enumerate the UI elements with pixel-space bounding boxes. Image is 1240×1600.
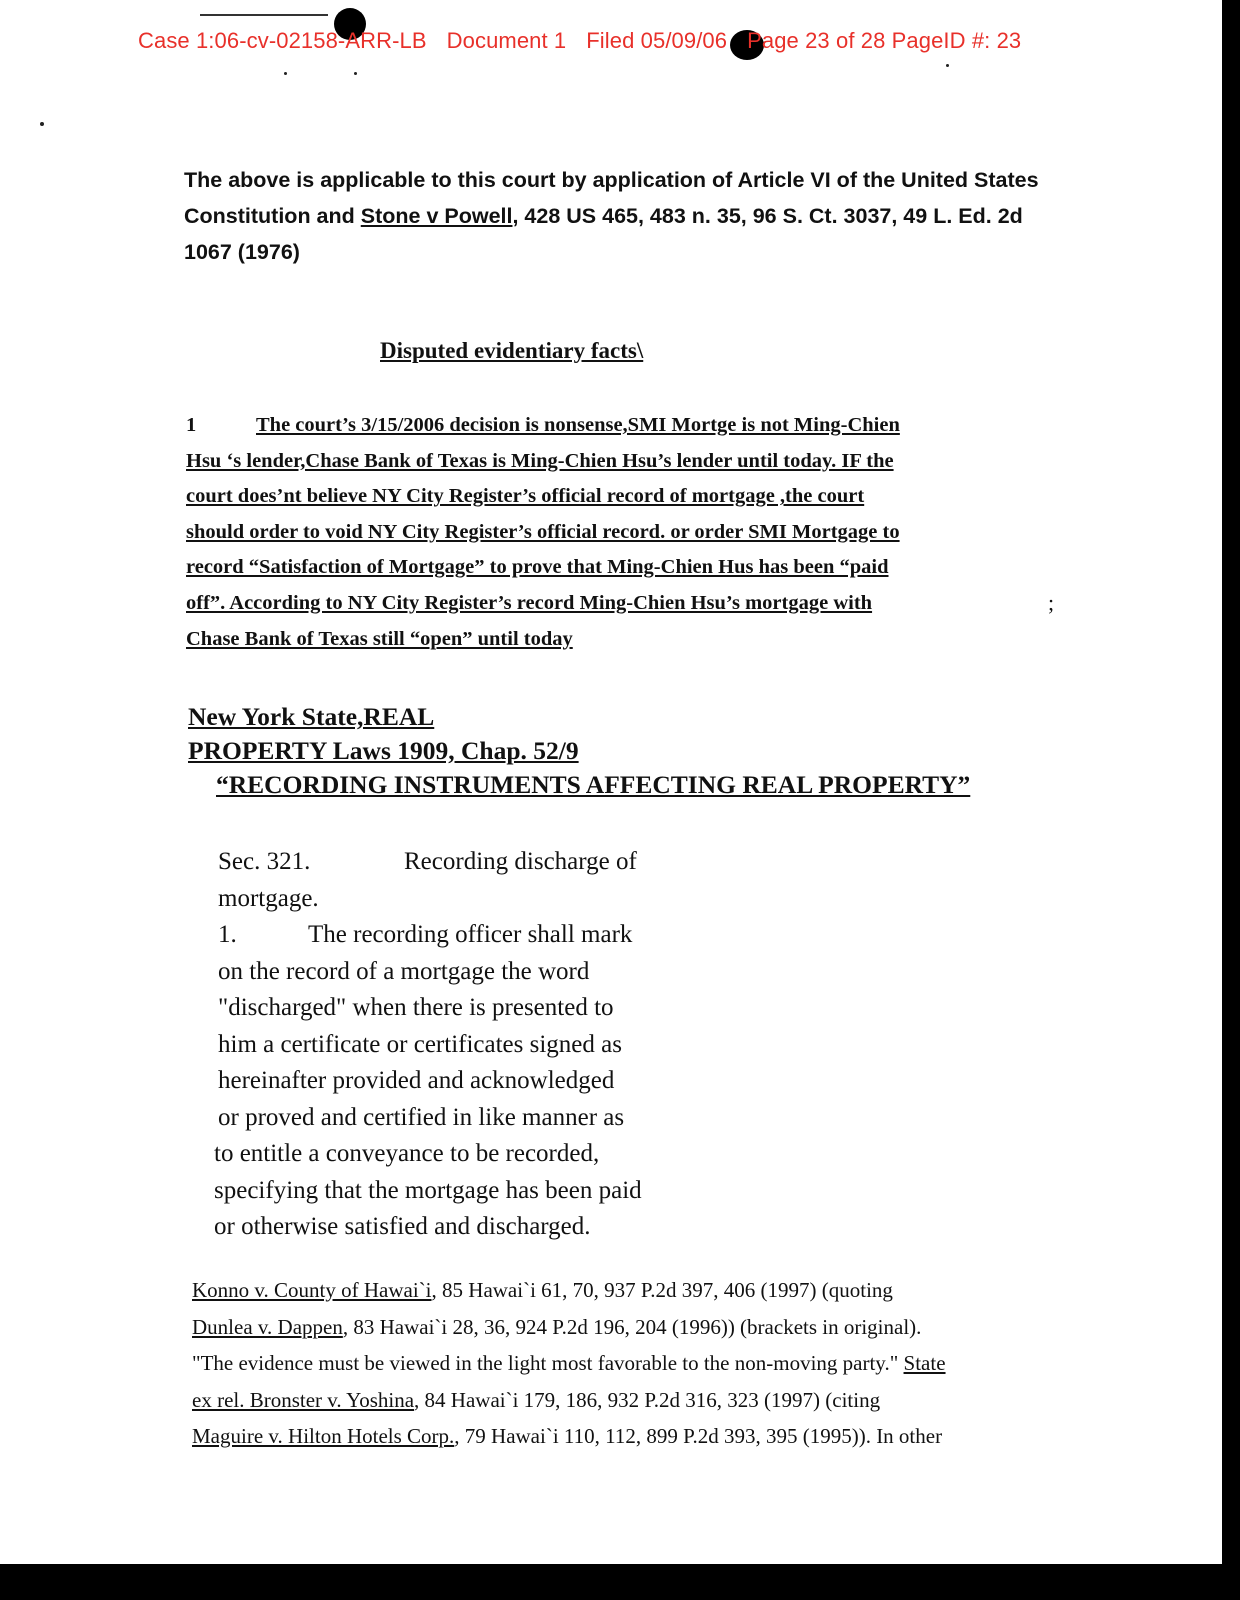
page-info: Page 23 of 28 PageID #: 23: [747, 28, 1022, 53]
fact-line: Hsu ‘s lender,Chase Bank of Texas is Ming-Chien Hsu’s lender until today. IF the: [186, 449, 894, 472]
case-citation: Dunlea v. Dappen: [192, 1314, 343, 1339]
citation-text: , 83 Hawai`i 28, 36, 924 P.2d 196, 204 (1996)) (brackets in original).: [342, 1314, 922, 1339]
statute-section-321: [214, 844, 718, 1246]
scan-speck: [946, 64, 949, 67]
case-citation: Stone v Powell: [360, 204, 513, 228]
document-number: Document 1: [446, 28, 567, 53]
statute-line: The recording officer shall mark: [308, 921, 633, 948]
citation-text: , 84 Hawai`i 179, 186, 932 P.2d 316, 323 (1997) (citing: [414, 1387, 881, 1412]
statute-line: or otherwise satisfied and discharged.: [214, 1213, 591, 1240]
case-citation: ex rel. Bronster v. Yoshina: [192, 1387, 415, 1412]
paragraph-number: 1.: [218, 921, 237, 948]
statute-line: or proved and certified in like manner as: [218, 1103, 625, 1131]
fact-line: The court’s 3/15/2006 decision is nonsense,SMI Mortge is not Ming-Chien: [256, 414, 900, 436]
fact-line: Chase Bank of Texas still “open” until today: [186, 627, 573, 650]
section-title-cont: mortgage.: [218, 884, 319, 912]
fact-line: court does’nt believe NY City Register’s official record of mortgage ,the court: [186, 485, 865, 508]
section-number: Sec. 321.: [218, 848, 311, 875]
statute-line: specifying that the mortgage has been paid: [214, 1176, 642, 1204]
statute-line: to entitle a conveyance to be recorded,: [214, 1140, 600, 1167]
statute-line: on the record of a mortgage the word: [218, 957, 590, 985]
citation-text: , 85 Hawai`i 61, 70, 937 P.2d 397, 406 (1997) (quoting: [431, 1278, 893, 1302]
law-heading-line: New York State,REAL: [188, 702, 435, 731]
scan-speck: [354, 72, 357, 75]
fact-line: should order to void NY City Register’s official record. or order SMI Mortgage to: [186, 520, 900, 543]
section-heading: Disputed evidentiary facts\: [380, 338, 644, 363]
fact-line: off”. According to NY City Register’s record Ming-Chien Hsu’s mortgage with: [186, 591, 873, 614]
law-heading: [188, 700, 970, 802]
scan-speck: [40, 122, 44, 126]
law-heading-title: “RECORDING INSTRUMENTS AFFECTING REAL PROPERTY”: [216, 770, 971, 799]
intro-citation-text: , 428 US 465, 483 n. 35, 96 S. Ct. 3037, 49 L. Ed. 2d 1067 (1976): [184, 204, 1023, 264]
statute-line: "discharged" when there is presented to: [218, 994, 614, 1021]
case-citation: State: [903, 1351, 946, 1375]
scan-edge-bottom: [0, 1564, 1240, 1600]
citation-text: , 79 Hawai`i 110, 112, 899 P.2d 393, 395 (1995)). In other: [454, 1424, 943, 1448]
citations-paragraph: [192, 1272, 1072, 1455]
intro-paragraph: [184, 162, 1064, 270]
filed-date: Filed 05/09/06: [586, 28, 728, 53]
case-number: Case 1:06-cv-02158-ARR-LB: [138, 28, 427, 53]
case-citation: Maguire v. Hilton Hotels Corp.: [192, 1424, 455, 1448]
case-citation: Konno v. County of Hawai`i: [192, 1278, 432, 1302]
filing-header: [138, 28, 1041, 54]
law-heading-line: PROPERTY Laws 1909, Chap. 52/9: [188, 736, 579, 765]
fact-line: record “Satisfaction of Mortgage” to prove that Ming-Chien Hus has been “paid: [186, 556, 889, 579]
margin-mark: ;: [1048, 590, 1055, 615]
scan-artifact-line: [200, 14, 328, 16]
statute-line: him a certificate or certificates signed as: [218, 1030, 622, 1058]
fact-number: 1: [186, 414, 197, 436]
statute-line: hereinafter provided and acknowledged: [218, 1067, 615, 1094]
disputed-fact-1: [186, 408, 1018, 657]
scan-edge-right: [1222, 0, 1240, 1600]
section-title: Recording discharge of: [404, 848, 637, 875]
intro-text: The above is applicable to this court by application of Article VI of the United States Constitution and: [184, 168, 1039, 228]
scan-speck: [284, 72, 287, 75]
citation-text: "The evidence must be viewed in the light most favorable to the non-moving party.": [192, 1351, 904, 1375]
